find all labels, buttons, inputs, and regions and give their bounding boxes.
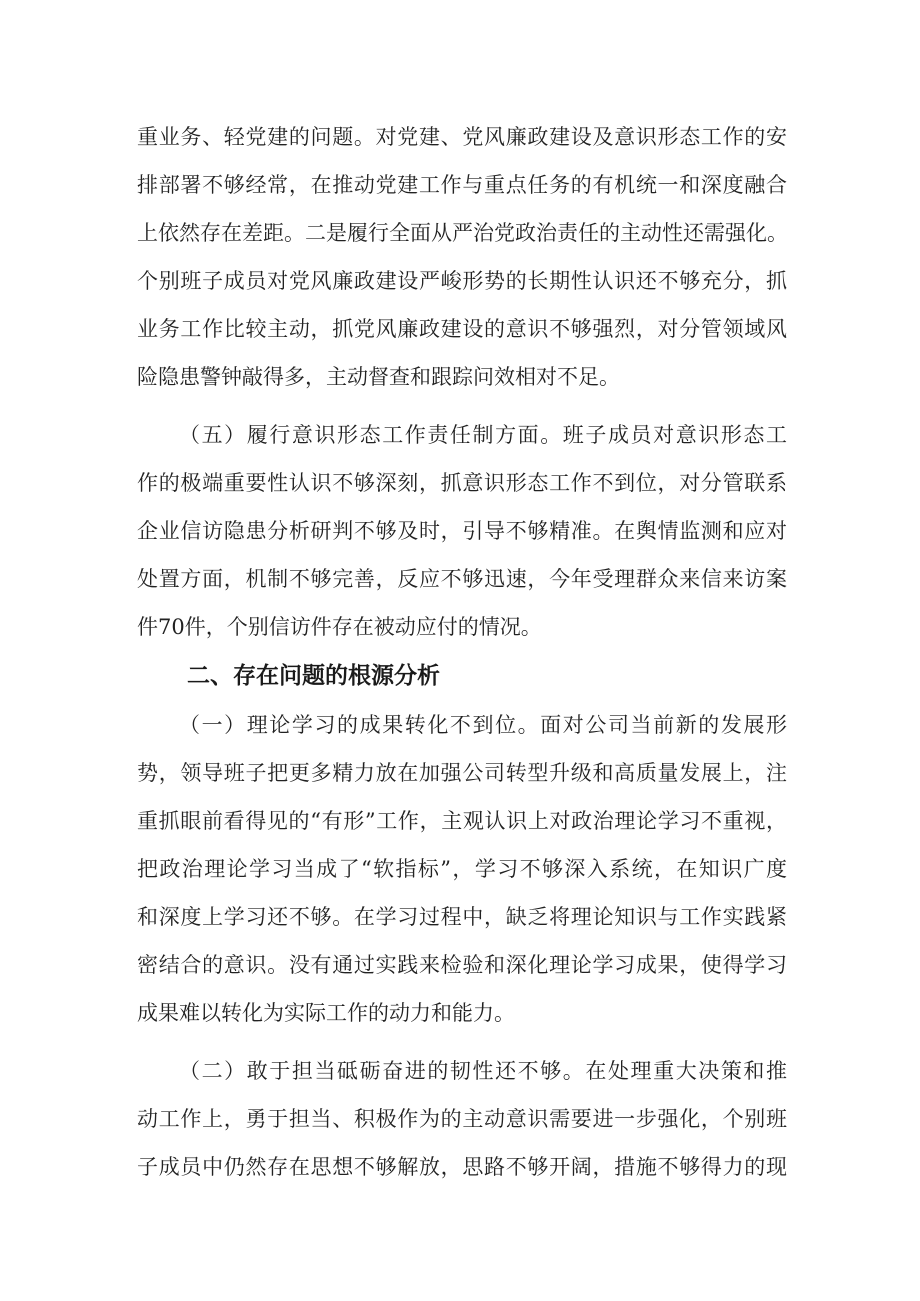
- document-body: [137, 113, 787, 1191]
- paragraph-gap: [137, 401, 787, 411]
- text-line: 处置方面，机制不够完善，反应不够迅速，今年受理群众来信来访案: [137, 567, 787, 591]
- text-line: 件70件，个别信访件存在被动应付的情况。: [137, 615, 542, 639]
- paragraph-4: [137, 1047, 787, 1191]
- text-line: 排部署不够经常，在推动党建工作与重点任务的有机统一和深度融合: [137, 173, 787, 197]
- paragraph-2: [137, 411, 787, 651]
- text-line: 业务工作比较主动，抓党风廉政建设的意识不够强烈，对分管领域风: [137, 317, 787, 341]
- text-line: （二）敢于担当砥砺奋进的韧性还不够。在处理重大决策和推: [179, 1059, 787, 1083]
- text-line: 势，领导班子把更多精力放在加强公司转型升级和高质量发展上，注: [137, 761, 787, 785]
- paragraph-1: [137, 113, 787, 401]
- text-line: 动工作上，勇于担当、积极作为的主动意识需要进一步强化，个别班: [137, 1107, 787, 1131]
- text-line: （一）理论学习的成果转化不到位。面对公司当前新的发展形: [179, 713, 787, 737]
- text-line: 个别班子成员对党风廉政建设严峻形势的长期性认识还不够充分，抓: [137, 269, 787, 293]
- text-line: 企业信访隐患分析研判不够及时，引导不够精准。在舆情监测和应对: [137, 519, 787, 543]
- paragraph-gap: [137, 1037, 787, 1047]
- text-line: 成果难以转化为实际工作的动力和能力。: [137, 1001, 515, 1025]
- text-line: 子成员中仍然存在思想不够解放，思路不够开阔，措施不够得力的现: [137, 1155, 787, 1179]
- text-line: 作的极端重要性认识不够深刻，抓意识形态工作不到位，对分管联系: [137, 471, 787, 495]
- text-line: 险隐患警钟敲得多，主动督查和跟踪问效相对不足。: [137, 365, 620, 389]
- text-line: 和深度上学习还不够。在学习过程中，缺乏将理论知识与工作实践紧: [137, 905, 787, 929]
- text-line: 重业务、轻党建的问题。对党建、党风廉政建设及意识形态工作的安: [137, 125, 787, 149]
- section-heading: 二、存在问题的根源分析: [187, 663, 440, 689]
- text-line: 上依然存在差距。二是履行全面从严治党政治责任的主动性还需强化。: [137, 221, 788, 245]
- paragraph-3: [137, 701, 787, 1037]
- text-line: 密结合的意识。没有通过实践来检验和深化理论学习成果，使得学习: [137, 953, 787, 977]
- text-line: 把政治理论学习当成了“软指标”，学习不够深入系统，在知识广度: [137, 857, 787, 881]
- text-line: （五）履行意识形态工作责任制方面。班子成员对意识形态工: [179, 423, 787, 447]
- text-line: 重抓眼前看得见的“有形”工作，主观认识上对政治理论学习不重视，: [137, 809, 787, 833]
